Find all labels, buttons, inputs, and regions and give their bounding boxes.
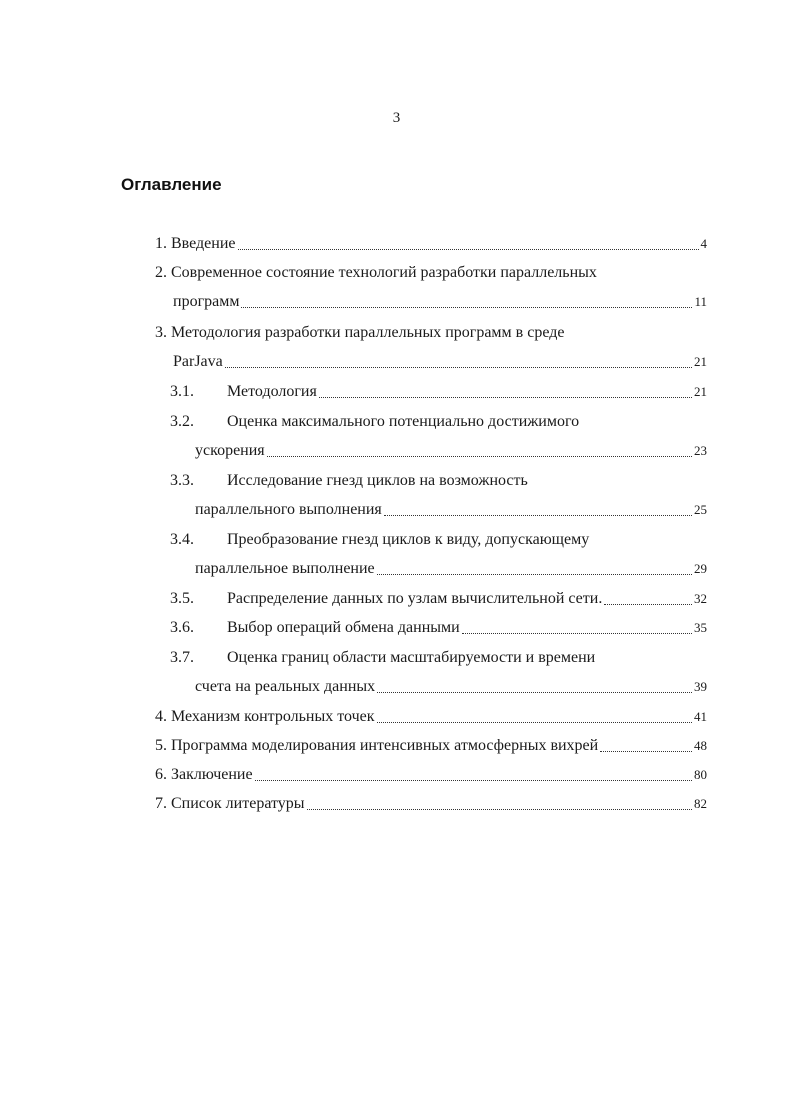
toc-page: 21 [694,384,707,399]
toc-title: Программа моделирования интенсивных атмосферных вихрей [171,737,599,754]
toc-number: 3.1. [170,383,194,400]
toc-title-cont: ускорения [195,442,265,459]
toc-page: 80 [694,767,707,782]
dot-leader [377,574,692,575]
page-number: 3 [392,110,401,126]
toc-page: 48 [694,738,707,753]
toc-title-cont: параллельного выполнения [195,501,382,518]
toc-page: 11 [694,294,707,309]
toc-page: 82 [694,796,707,811]
toc-number: 3.2. [170,413,194,430]
toc-number: 4. [155,708,167,725]
toc-title: Современное состояние технологий разработки параллельных [171,264,597,281]
toc-number: 3. [155,324,167,341]
toc-title-cont: счета на реальных данных [195,678,376,695]
toc-entry-3-7[interactable] [0,644,793,702]
toc-page: 32 [694,591,707,606]
toc-title: Заключение [171,766,253,783]
toc-title: Исследование гнезд циклов на возможность [227,472,528,489]
toc-entry-3-3[interactable] [0,467,793,525]
toc-number: 3.7. [170,649,194,666]
toc-page: 29 [694,561,707,576]
toc-title: Выбор операций обмена данными [227,619,460,636]
toc-entry-3-1[interactable] [0,378,793,407]
toc-entry-vortex-program[interactable] [0,732,793,761]
dot-leader [377,692,692,693]
dot-leader [377,722,692,723]
dot-leader [319,397,692,398]
toc-number: 2. [155,264,167,281]
toc-title: Распределение данных по узлам вычислительной сети. [227,590,603,607]
dot-leader [384,515,692,516]
toc-number: 7. [155,795,167,812]
dot-leader [255,780,692,781]
toc-page: 21 [694,354,707,369]
toc-title: Методология [227,383,317,400]
toc-title: Список литературы [171,795,305,812]
dot-leader [600,751,692,752]
toc-entry-3-4[interactable] [0,526,793,584]
toc-number: 3.6. [170,619,194,636]
dot-leader [462,633,692,634]
toc-page: 39 [694,679,707,694]
dot-leader [238,249,699,250]
toc-page: 35 [694,620,707,635]
toc-number: 1. [155,235,167,252]
toc-entry-state-of-art[interactable] [0,259,793,317]
toc-entry-methodology-parjava[interactable] [0,319,793,377]
toc-title-cont: параллельное выполнение [195,560,375,577]
toc-title: Методология разработки параллельных программ в среде [171,324,565,341]
toc-number: 5. [155,737,167,754]
toc-entry-checkpoints[interactable] [0,703,793,732]
dot-leader [225,367,692,368]
toc-title: Введение [171,235,236,252]
toc-title: Оценка границ области масштабируемости и времени [227,649,596,666]
toc-number: 3.3. [170,472,194,489]
dot-leader [241,307,692,308]
toc-page: 25 [694,502,707,517]
dot-leader [267,456,692,457]
dot-leader [307,809,692,810]
toc-title-cont: ParJava [173,353,223,370]
toc-entry-references[interactable] [0,790,793,819]
toc-heading: Оглавление [121,175,222,194]
toc-page: 23 [694,443,707,458]
dot-leader [604,604,692,605]
toc-title-cont: программ [173,293,240,310]
toc-title: Механизм контрольных точек [171,708,375,725]
toc-page: 4 [700,236,707,251]
toc-number: 3.5. [170,590,194,607]
toc-title: Оценка максимального потенциально достижимого [227,413,580,430]
toc-entry-3-2[interactable] [0,408,793,466]
toc-entry-3-6[interactable] [0,614,793,643]
toc-entry-introduction[interactable] [0,230,793,259]
toc-entry-conclusion[interactable] [0,761,793,790]
toc-title: Преобразование гнезд циклов к виду, допускающему [227,531,590,548]
toc-number: 6. [155,766,167,783]
toc-number: 3.4. [170,531,194,548]
toc-page: 41 [694,709,707,724]
toc-entry-3-5[interactable] [0,585,793,614]
